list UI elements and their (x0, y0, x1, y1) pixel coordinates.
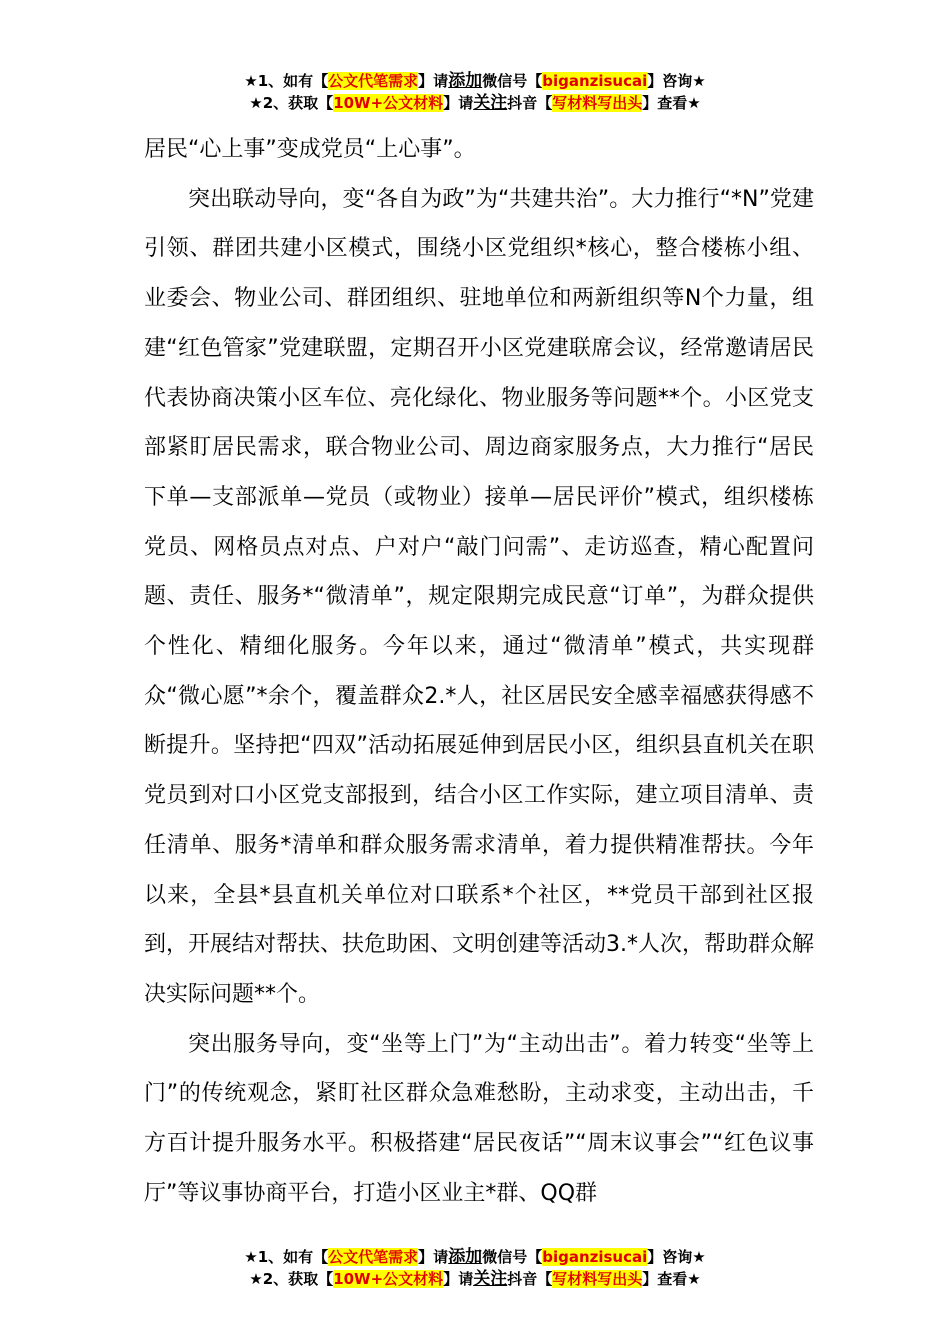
highlight-wechat-id: biganzisucai (542, 1248, 648, 1266)
paragraph-service: 突出服务导向，变“坐等上门”为“主动出击”。着力转变“坐等上门”的传统观念，紧盯社区群众急难愁盼，主动求变，主动出击，千方百计提升服务水平。积极搭建“居民夜话”“周末议事会”“红色议事厅”等议事协商平台，打造小区业主*群、QQ群 (144, 1031, 814, 1206)
banner-line-2 (0, 1268, 950, 1290)
banner-text: 】请 (443, 94, 474, 112)
underlined-word: 关注 (473, 93, 508, 113)
paragraph-linkage: 突出联动导向，变“各自为政”为“共建共治”。大力推行“*N”党建引领、群团共建小区模式，围绕小区党组织*核心，整合楼栋小组、业委会、物业公司、群团组织、驻地单位和两新组织等N个力量，组建“红色管家”党建联盟，定期召开小区党建联席会议，经常邀请居民代表协商决策小区车位、亮化绿化、物业服务等问题**个。小区党支部紧盯居民需求，联合物业公司、周边商家服务点，大力推行“居民下单—支部派单—党员（或物业）接单—居民评价”模式，组织楼栋党员、网格员点对点、户对户“敲门问需”、走访巡查，精心配置问题、责任、服务*“微清单”，规定限期完成民意“订单”，为群众提供个性化、精细化服务。今年以来，通过“微清单”模式，共实现群众“微心愿”*余个，覆盖群众2.*人，社区居民安全感幸福感获得感不断提升。坚持把“四双”活动拓展延伸到居民小区，组织县直机关在职党员到对口小区党支部报到，结合小区工作实际，建立项目清单、责任清单、服务*清单和群众服务需求清单，着力提供精准帮扶。今年以来，全县*县直机关单位对口联系*个社区，**党员干部到社区报到，开展结对帮扶、扶危助困、文明创建等活动3.*人次，帮助群众解决实际问题**个。 (144, 186, 814, 1007)
highlight-service: 公文代笔需求 (328, 72, 419, 90)
header-banner (0, 70, 950, 114)
banner-text: ★2、获取【 (249, 94, 334, 112)
footer-banner (0, 1246, 950, 1290)
banner-text: 】查看★ (642, 1270, 701, 1288)
highlight-materials: 10W+公文材料 (333, 94, 444, 112)
banner-text: 抖音【 (507, 94, 553, 112)
banner-line-1 (0, 1246, 950, 1268)
highlight-douyin: 写材料写出头 (552, 94, 643, 112)
highlight-wechat-id: biganzisucai (542, 72, 648, 90)
banner-text: 微信号【 (482, 72, 543, 90)
banner-text: 】请 (443, 1270, 474, 1288)
document-body (144, 125, 814, 1218)
highlight-service: 公文代笔需求 (328, 1248, 419, 1266)
banner-text: 】请 (418, 72, 449, 90)
underlined-word: 添加 (448, 71, 483, 91)
highlight-douyin: 写材料写出头 (552, 1270, 643, 1288)
banner-line-2 (0, 92, 950, 114)
banner-text: ★1、如有【 (244, 72, 329, 90)
banner-text: 微信号【 (482, 1248, 543, 1266)
banner-text: 】咨询★ (647, 72, 706, 90)
underlined-word: 关注 (473, 1269, 508, 1289)
paragraph-continued: 居民“心上事”变成党员“上心事”。 (144, 137, 476, 162)
underlined-word: 添加 (448, 1247, 483, 1267)
banner-text: 抖音【 (507, 1270, 553, 1288)
banner-text: ★1、如有【 (244, 1248, 329, 1266)
banner-text: 】请 (418, 1248, 449, 1266)
highlight-materials: 10W+公文材料 (333, 1270, 444, 1288)
banner-text: 】查看★ (642, 94, 701, 112)
banner-text: 】咨询★ (647, 1248, 706, 1266)
banner-line-1 (0, 70, 950, 92)
banner-text: ★2、获取【 (249, 1270, 334, 1288)
